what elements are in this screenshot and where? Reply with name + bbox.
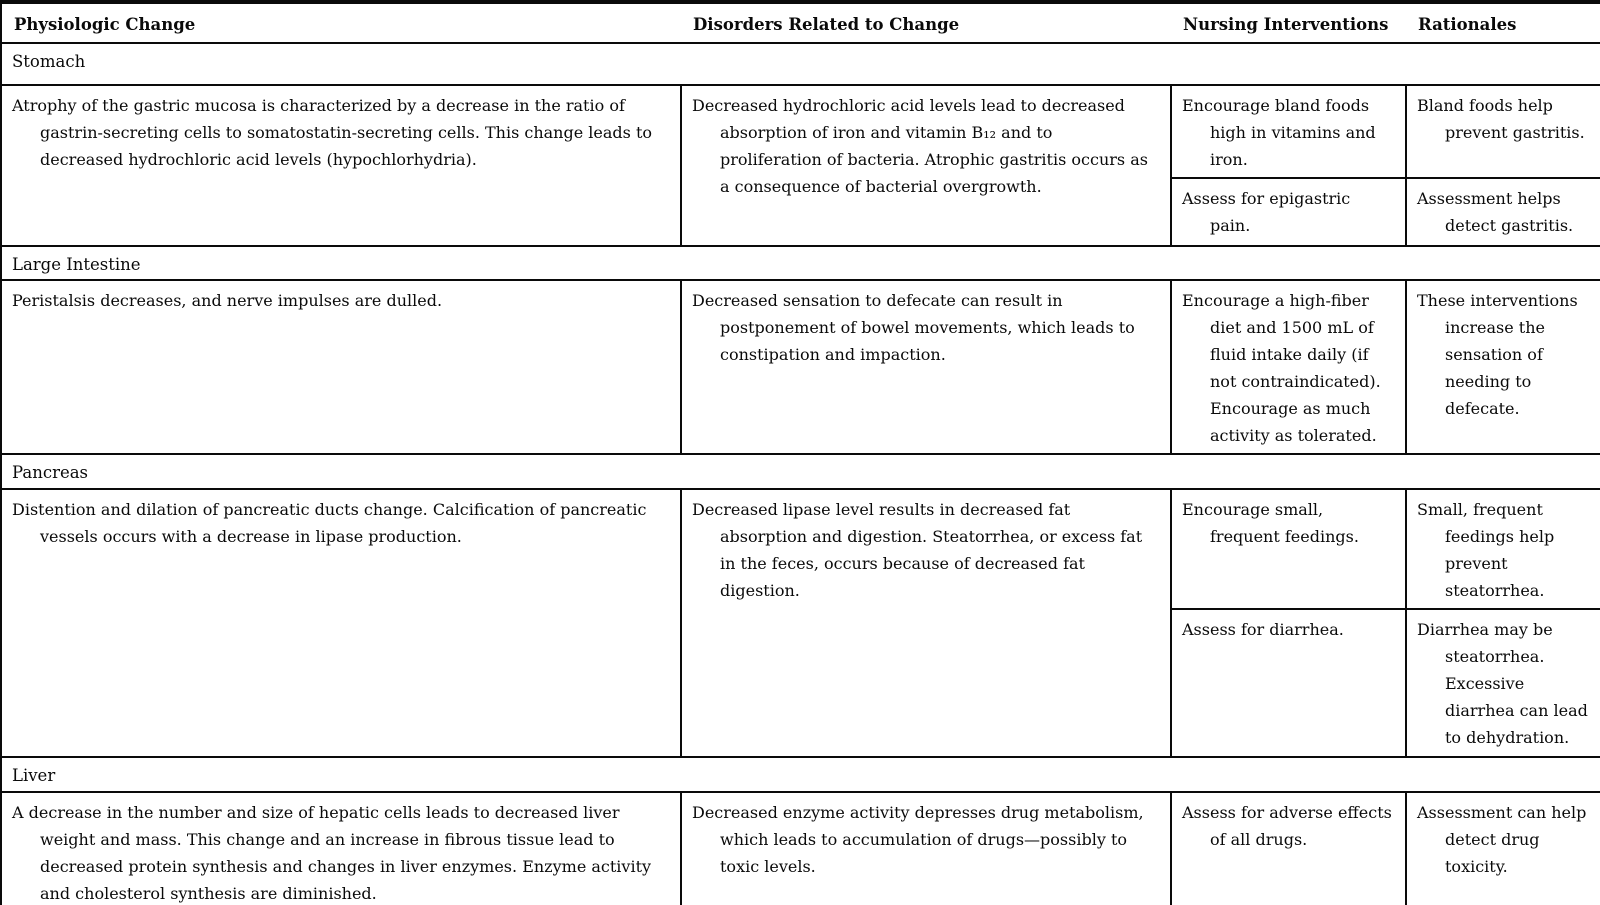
liver-disorders-cell: Decreased enzyme activity depresses drug metabolism, which leads to accumulation of drugs—possibly to toxic levels. (681, 792, 1171, 905)
stomach-body-row-1 (1, 85, 1600, 178)
pancreas-rationale-cell-2: Diarrhea may be steatorrhea. Excessive diarrhea can lead to dehydration. (1406, 609, 1600, 757)
pancreas-intervention-cell-2: Assess for diarrhea. (1171, 609, 1406, 757)
pancreas-intervention-cell-1: Encourage small, frequent feedings. (1171, 489, 1406, 609)
large-intestine-rationale-cell: These interventions increase the sensation of needing to defecate. (1406, 280, 1600, 454)
section-header-large-intestine: Large Intestine (1, 246, 1600, 280)
section-row-liver (1, 757, 1600, 792)
col-header-disorders: Disorders Related to Change (681, 2, 1171, 43)
large-intestine-disorders-cell: Decreased sensation to defecate can result in postponement of bowel movements, which leads to constipation and impaction. (681, 280, 1171, 454)
col-header-physiologic-change: Physiologic Change (1, 2, 681, 43)
stomach-intervention-cell-2: Assess for epigastric pain. (1171, 178, 1406, 246)
large-intestine-body-row (1, 280, 1600, 454)
liver-rationale-cell: Assessment can help detect drug toxicity. (1406, 792, 1600, 905)
col-header-nursing-interventions: Nursing Interventions (1171, 2, 1406, 43)
table-header-row (1, 2, 1600, 43)
stomach-physiologic-change-cell: Atrophy of the gastric mucosa is characterized by a decrease in the ratio of gastrin-secreting cells to somatostatin-secreting cells. This change leads to decreased hydrochloric acid levels (hypochlorhydria). (1, 85, 681, 246)
section-header-stomach: Stomach (1, 43, 1600, 85)
pancreas-disorders-cell: Decreased lipase level results in decreased fat absorption and digestion. Steatorrhea, or excess fat in the feces, occurs because of decreased fat digestion. (681, 489, 1171, 757)
stomach-rationale-cell-1: Bland foods help prevent gastritis. (1406, 85, 1600, 178)
large-intestine-intervention-cell: Encourage a high-fiber diet and 1500 mL of fluid intake daily (if not contraindicated). Encourage as much activity as tolerated. (1171, 280, 1406, 454)
section-row-stomach (1, 43, 1600, 85)
stomach-intervention-cell-1: Encourage bland foods high in vitamins and iron. (1171, 85, 1406, 178)
liver-physiologic-change-cell: A decrease in the number and size of hepatic cells leads to decreased liver weight and mass. This change and an increase in fibrous tissue lead to decreased protein synthesis and changes in liver enzymes. Enzyme activity and cholesterol synthesis are diminished. (1, 792, 681, 905)
section-header-liver: Liver (1, 757, 1600, 792)
section-row-pancreas (1, 454, 1600, 489)
large-intestine-physiologic-change-cell: Peristalsis decreases, and nerve impulses are dulled. (1, 280, 681, 454)
pancreas-body-row-1 (1, 489, 1600, 609)
liver-intervention-cell: Assess for adverse effects of all drugs. (1171, 792, 1406, 905)
col-header-rationales: Rationales (1406, 2, 1600, 43)
stomach-disorders-cell: Decreased hydrochloric acid levels lead to decreased absorption of iron and vitamin B₁₂ and to proliferation of bacteria. Atrophic gastritis occurs as a consequence of bacterial overgrowth. (681, 85, 1171, 246)
liver-body-row (1, 792, 1600, 905)
section-header-pancreas: Pancreas (1, 454, 1600, 489)
section-row-large-intestine (1, 246, 1600, 280)
pancreas-rationale-cell-1: Small, frequent feedings help prevent steatorrhea. (1406, 489, 1600, 609)
pancreas-physiologic-change-cell: Distention and dilation of pancreatic ducts change. Calcification of pancreatic vessels occurs with a decrease in lipase production. (1, 489, 681, 757)
stomach-rationale-cell-2: Assessment helps detect gastritis. (1406, 178, 1600, 246)
